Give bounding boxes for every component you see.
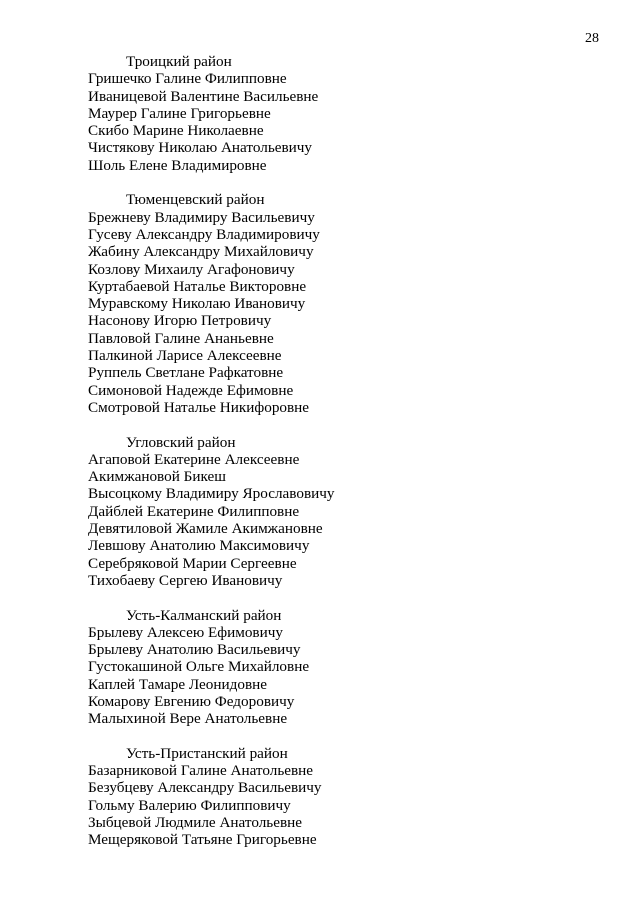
person-name: Скибо Марине Николаевне (88, 122, 264, 140)
district-section (88, 434, 608, 590)
person-name: Комарову Евгению Федоровичу (88, 692, 295, 710)
district-title: Угловский район (126, 433, 236, 451)
person-name: Брылеву Анатолию Васильевичу (88, 641, 301, 659)
person-name: Шоль Елене Владимировне (88, 156, 267, 174)
person-name: Брылеву Алексею Ефимовичу (88, 623, 283, 641)
person-name: Серебряковой Марии Сергеевне (88, 554, 297, 572)
page-number: 28 (585, 31, 599, 46)
person-name: Муравскому Николаю Ивановичу (88, 295, 306, 313)
person-name: Высоцкому Владимиру Ярославовичу (88, 485, 335, 503)
person-name: Акимжановой Бикеш (88, 468, 226, 486)
person-name: Левшову Анатолию Максимовичу (88, 537, 310, 555)
person-name: Козлову Михаилу Агафоновичу (88, 260, 295, 278)
district-title: Усть-Калманский район (126, 606, 282, 624)
person-name: Гришечко Галине Филипповне (88, 70, 287, 88)
person-name: Агаповой Екатерине Алексеевне (88, 450, 300, 468)
person-name: Дайблей Екатерине Филипповне (88, 502, 300, 520)
person-name: Тихобаеву Сергею Ивановичу (88, 571, 283, 589)
district-section (88, 607, 608, 728)
award-list (88, 53, 608, 866)
person-name: Смотровой Наталье Никифоровне (88, 398, 310, 416)
person-name: Чистякову Николаю Анатольевичу (88, 139, 313, 157)
person-name: Маурер Галине Григорьевне (88, 104, 271, 122)
district-section (88, 191, 608, 416)
person-name: Базарниковой Галине Анатольевне (88, 762, 314, 780)
person-name: Жабину Александру Михайловичу (88, 243, 314, 261)
district-section (88, 53, 608, 174)
person-name: Куртабаевой Наталье Викторовне (88, 277, 307, 295)
person-name: Мещеряковой Татьяне Григорьевне (88, 831, 317, 849)
person-name: Малыхиной Вере Анатольевне (88, 710, 288, 728)
person-name: Палкиной Ларисе Алексеевне (88, 347, 282, 365)
person-name: Симоновой Надежде Ефимовне (88, 381, 294, 399)
district-title: Троицкий район (126, 53, 232, 70)
district-title: Тюменцевский район (126, 191, 265, 209)
person-name: Насонову Игорю Петровичу (88, 312, 272, 330)
person-name: Брежневу Владимиру Васильевичу (88, 208, 315, 226)
person-name: Руппель Светлане Рафкатовне (88, 364, 284, 382)
district-section (88, 745, 608, 849)
person-name: Иваницевой Валентине Васильевне (88, 87, 319, 105)
person-name: Густокашиной Ольге Михайловне (88, 658, 310, 676)
person-name: Девятиловой Жамиле Акимжановне (88, 520, 323, 538)
person-name: Каплей Тамаре Леонидовне (88, 675, 268, 693)
district-title: Усть-Пристанский район (126, 744, 288, 762)
person-name: Павловой Галине Ананьевне (88, 329, 274, 347)
person-name: Гусеву Александру Владимировичу (88, 225, 320, 243)
person-name: Безубцеву Александру Васильевичу (88, 779, 322, 797)
person-name: Гольму Валерию Филипповичу (88, 796, 291, 814)
person-name: Зыбцевой Людмиле Анатольевне (88, 814, 303, 832)
